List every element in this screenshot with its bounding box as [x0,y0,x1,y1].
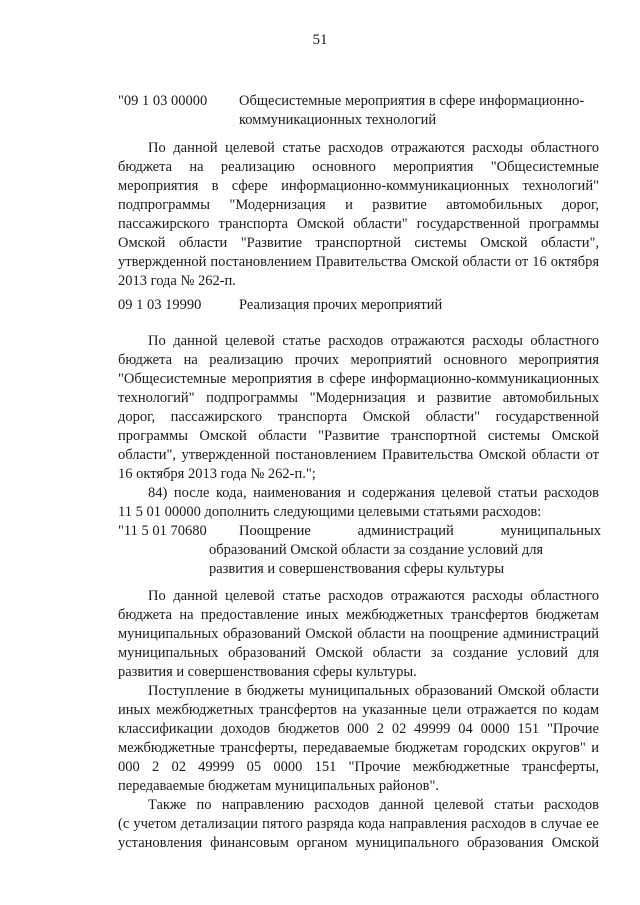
paragraph-line: муниципальных образований Омской области на поощрение администраций [118,626,599,642]
paragraph-line: Омской области "Развитие транспортной системы Омской области", [118,235,599,251]
paragraph-line: развития и совершенствования сферы культуры. [118,664,417,680]
paragraph-line: Поступление в бюджеты муниципальных образований Омской области [148,683,599,699]
paragraph-line: бюджета на реализацию основного мероприятия "Общесистемные [118,159,599,175]
paragraph-line: передаваемые бюджетам муниципальных районов". [118,778,439,794]
paragraph-line: классификации доходов бюджетов 000 2 02 49999 04 0000 151 "Прочие [118,721,599,737]
title-line: Реализация прочих мероприятий [239,297,443,313]
paragraph [118,587,599,853]
paragraph-line: межбюджетные трансферты, передаваемые бюджетам городских округов" и [118,740,599,756]
paragraph-line: (с учетом детализации пятого разряда кода направления расходов в случае ее [118,816,599,832]
paragraph-line: 2013 года № 262-п. [118,273,236,289]
paragraph-line: По данной целевой статье расходов отражаются расходы областного [148,140,599,156]
amendment-line: 11 5 01 00000 дополнить следующими целевыми статьями расходов: [118,504,542,520]
page-number: 51 [312,32,328,48]
title-line: коммуникационных технологий [239,112,437,128]
paragraph-line: подпрограммы "Модернизация и развитие автомобильных дорог, [118,197,599,213]
title-line: Общесистемные мероприятия в сфере информационно- [239,93,585,109]
paragraph-line: бюджета на реализацию прочих мероприятий основного мероприятия [118,352,599,368]
section-title [209,522,601,579]
section-title [239,296,601,315]
paragraph-line: бюджета на предоставление иных межбюджетных трансфертов бюджетам [118,607,599,623]
title-line: образований Омской области за создание условий для [209,542,544,558]
title-line: развития и совершенствования сферы культуры [209,561,505,577]
paragraph-line: 16 октября 2013 года № 262-п."; [118,466,316,482]
section-code: "09 1 03 00000 [118,93,208,109]
paragraph-line: Также по направлению расходов данной целевой статьи расходов [148,797,599,813]
paragraph-line: 000 2 02 49999 05 0000 151 "Прочие межбюджетные трансферты, [118,759,599,775]
section-code: 09 1 03 19990 [118,297,202,313]
paragraph-line: иных межбюджетных трансфертов на указанные цели отражается по кодам [118,702,599,718]
paragraph-line: технологий" подпрограммы "Модернизация и развитие автомобильных [118,390,599,406]
paragraph-line: дорог, пассажирского транспорта Омской области" государственной [118,409,599,425]
paragraph-line: По данной целевой статье расходов отражаются расходы областного [148,333,599,349]
paragraph-line: пассажирского транспорта Омской области" государственной программы [118,216,599,232]
paragraph-line: "Общесистемные мероприятия в сфере информационно-коммуникационных [118,371,599,387]
section-code: "11 5 01 70680 [118,523,207,539]
title-line: Поощрение администраций муниципальных [239,523,601,539]
paragraph-line: программы Омской области "Развитие транспортной системы Омской [118,428,599,444]
paragraph-line: области", утвержденной постановлением Правительства Омской области от [118,447,599,463]
paragraph-line: мероприятия в сфере информационно-коммуникационных технологий" [118,178,599,194]
paragraph [118,332,599,522]
paragraph-line: утвержденной постановлением Правительства Омской области от 16 октября [118,254,599,270]
paragraph-line: муниципальных образований Омской области за создание условий для [118,645,599,661]
paragraph-line: установления финансовым органом муниципального образования Омской [118,835,599,851]
section-title [239,92,601,130]
paragraph [118,139,599,291]
amendment-line: 84) после кода, наименования и содержания целевой статьи расходов [148,485,599,501]
paragraph-line: По данной целевой статье расходов отражаются расходы областного [148,588,599,604]
